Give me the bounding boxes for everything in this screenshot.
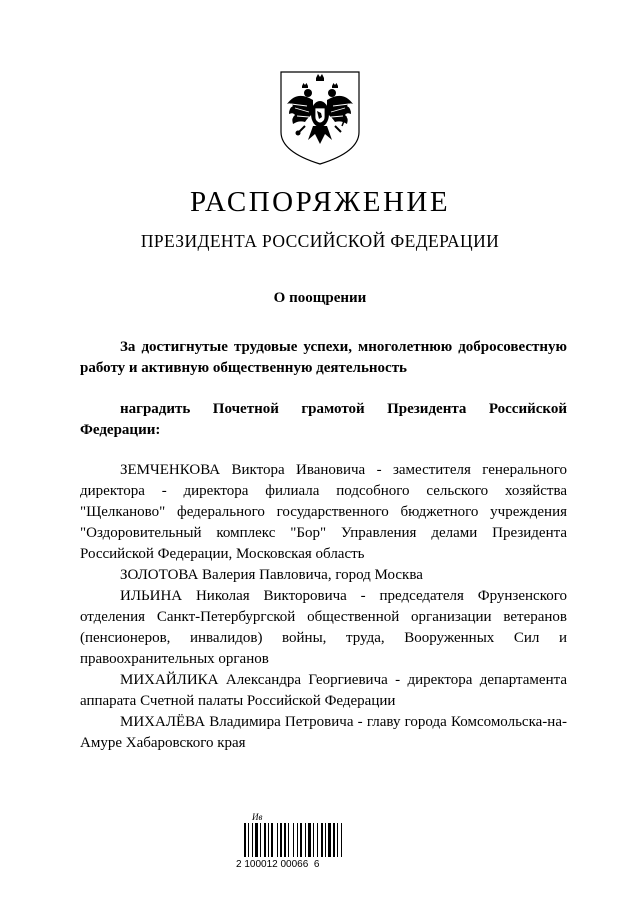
barcode-number: 2 100012 00066 6 bbox=[236, 859, 320, 870]
document-subject: О поощрении bbox=[273, 290, 367, 306]
awardee-list-item: МИХАЙЛИКА Александра Георгиевича - директора департамента аппарата Счетной палаты Российской Федерации bbox=[80, 672, 567, 709]
awardee-list-item: ИЛЬИНА Николая Викторовича - председателя Фрунзенского отделения Санкт-Петербургской общественной организации ветеранов (пенсионеров, инвалидов) войны, труда, Вооруженных Сил и правоохранительных органов bbox=[80, 588, 567, 667]
document-subtitle: ПРЕЗИДЕНТА РОССИЙСКОЙ ФЕДЕРАЦИИ bbox=[140, 231, 500, 251]
resolution-paragraph: наградить Почетной грамотой Президента Российской Федерации: bbox=[80, 401, 567, 438]
awardee-list-item: МИХАЛЁВА Владимира Петровича - главу города Комсомольска-на-Амуре Хабаровского края bbox=[80, 714, 567, 751]
document-title: РАСПОРЯЖЕНИЕ bbox=[189, 186, 451, 218]
barcode-icon bbox=[244, 823, 374, 857]
awardee-list-item: ЗОЛОТОВА Валерия Павловича, город Москва bbox=[120, 567, 423, 583]
preamble-paragraph: За достигнутые трудовые успехи, многолетнюю добросовестную работу и активную общественную деятельность bbox=[80, 339, 567, 376]
coat-of-arms-icon bbox=[275, 68, 365, 166]
awardee-list-item: ЗЕМЧЕНКОВА Виктора Ивановича - заместителя генерального директора - директора филиала подсобного сельского хозяйства "Щелканово" федерального государственного бюджетного учреждения "Оздоровительный комплекс "Бор" Управления делами Президента Российской Федерации, Московская область bbox=[80, 462, 567, 562]
barcode-mark: Ив bbox=[252, 812, 263, 822]
barcode bbox=[236, 812, 386, 872]
